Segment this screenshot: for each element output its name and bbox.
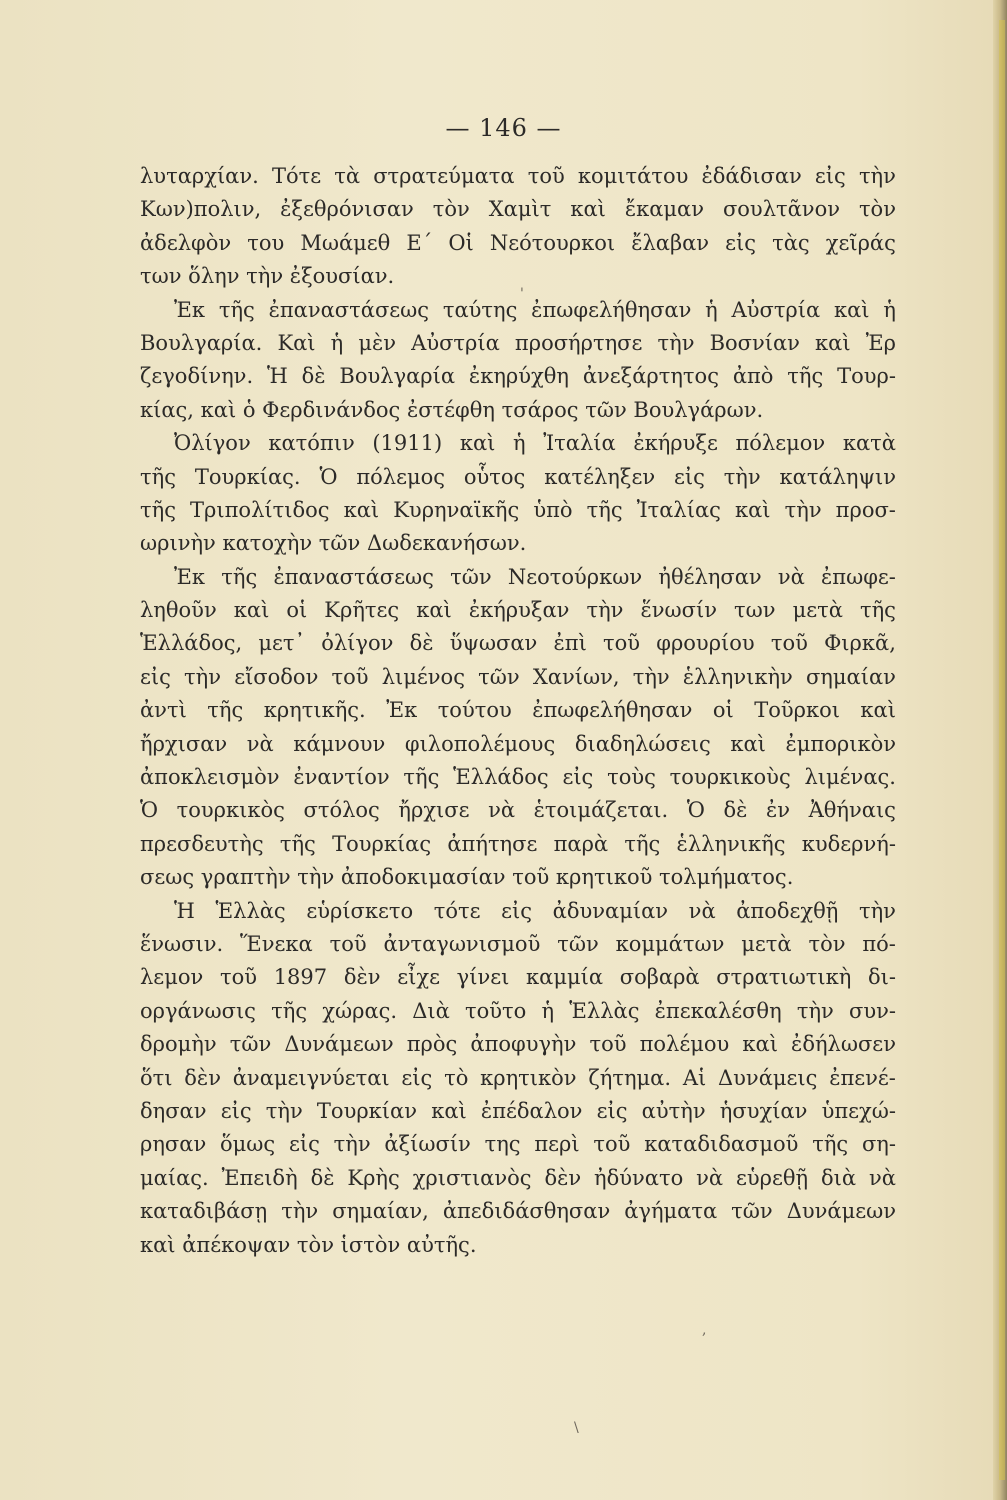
text-line: κίας, καὶ ὁ Φερδινάνδος ἐστέφθη τσάρος τῶν Βουλγάρων. — [140, 397, 764, 422]
text-line: Ὀλίγον κατόπιν (1911) καὶ ἡ Ἰταλία ἐκήρυξε πόλεμον κατὰ — [174, 431, 896, 456]
text-line: καὶ ἀπέκοψαν τὸν ἱστὸν αὐτῆς. — [140, 1232, 477, 1257]
text-line: Ὁ τουρκικὸς στόλος ἤρχισε νὰ ἑτοιμάζεται. Ὁ δὲ ἐν Ἀθήναις — [140, 798, 896, 823]
scan-speck: ' — [520, 286, 524, 302]
text-line: ἤρχισαν νὰ κάμνουν φιλοπολέμους διαδηλώσεις καὶ ἐμπορικὸν — [140, 731, 896, 756]
text-line: οργάνωσις τῆς χώρας. Διὰ τοῦτο ἡ Ἑλλὰς ἐπεκαλέσθη τὴν συν- — [140, 998, 896, 1023]
text-line: ληθοῦν καὶ οἱ Κρῆτες καὶ ἐκήρυξαν τὴν ἕνωσίν των μετὰ τῆς — [140, 598, 896, 623]
text-line: ζεγοδίνην. Ἡ δὲ Βουλγαρία ἐκηρύχθη ἀνεξάρτητος ἀπὸ τῆς Τουρ- — [140, 364, 896, 389]
text-line: τῆς Τριπολίτιδος καὶ Κυρηναϊκῆς ὑπὸ τῆς Ἰταλίας καὶ τὴν προσ- — [140, 497, 896, 522]
text-line: ὅτι δὲν ἀναμειγνύεται εἰς τὸ κρητικὸν ζήτημα. Αἱ Δυνάμεις ἐπενέ- — [140, 1065, 896, 1090]
text-line: Ἡ Ἑλλὰς εὑρίσκετο τότε εἰς ἀδυναμίαν νὰ ἀποδεχθῇ τὴν — [174, 898, 896, 923]
text-line: Ἑλλάδος, μετ᾽ ὀλίγον δὲ ὕψωσαν ἐπὶ τοῦ φρουρίου τοῦ Φιρκᾶ, — [140, 631, 896, 656]
text-line: ἕνωσιν. Ἕνεκα τοῦ ἀνταγωνισμοῦ τῶν κομμάτων μετὰ τὸν πό- — [140, 931, 896, 956]
text-line: των ὅλην τὴν ἐξουσίαν. — [140, 264, 395, 289]
text-line: λεμον τοῦ 1897 δὲν εἶχε γίνει καμμία σοβαρὰ στρατιωτικὴ δι- — [140, 965, 896, 990]
text-line: καταδιβάσῃ τὴν σημαίαν, ἀπεδιδάσθησαν ἀγήματα τῶν Δυνάμεων — [140, 1199, 896, 1224]
text-line: πρεσδευτὴς τῆς Τουρκίας ἀπήτησε παρὰ τῆς ἑλληνικῆς κυδερνή- — [140, 831, 896, 856]
text-line: ἀντὶ τῆς κρητικῆς. Ἐκ τούτου ἐπωφελήθησαν οἱ Τοῦρκοι καὶ — [140, 698, 896, 723]
text-line: ωρινὴν κατοχὴν τῶν Δωδεκανήσων. — [140, 531, 527, 556]
text-line: Βουλγαρία. Καὶ ἡ μὲν Αὐστρία προσήρτησε τὴν Βοσνίαν καὶ Ἐρ — [140, 330, 896, 355]
text-line: μαίας. Ἐπειδὴ δὲ Κρὴς χριστιανὸς δὲν ἠδύνατο νὰ εὑρεθῇ διὰ νὰ — [140, 1165, 896, 1190]
page-number: — 146 — — [445, 114, 562, 142]
text-line: ἀδελφὸν του Μωάμεθ Ε΄ Οἱ Νεότουρκοι ἔλαβαν εἰς τὰς χεῖράς — [140, 230, 896, 255]
text-line: εἰς τὴν εἴσοδον τοῦ λιμένος τῶν Χανίων, τὴν ἑλληνικὴν σημαίαν — [140, 664, 896, 689]
body-text — [140, 160, 896, 1262]
scan-speck: , — [702, 1322, 707, 1338]
text-line: λυταρχίαν. Τότε τὰ στρατεύματα τοῦ κομιτάτου ἐδάδισαν εἰς τὴν — [140, 164, 896, 188]
text-line: ἀποκλεισμὸν ἐναντίον τῆς Ἑλλάδος εἰς τοὺς τουρκικοὺς λιμένας. — [140, 765, 896, 790]
text-line: δησαν εἰς τὴν Τουρκίαν καὶ ἐπέδαλον εἰς αὐτὴν ἡσυχίαν ὑπεχώ- — [140, 1098, 896, 1123]
text-line: τῆς Τουρκίας. Ὁ πόλεμος οὗτος κατέληξεν εἰς τὴν κατάληψιν — [140, 464, 896, 489]
scan-speck: \ — [574, 1420, 579, 1436]
spine-stain — [999, 20, 1005, 1480]
text-line: δρομὴν τῶν Δυνάμεων πρὸς ἀποφυγὴν τοῦ πολέμου καὶ ἐδήλωσεν — [140, 1032, 896, 1057]
text-line: Κων)πολιν, ἐξεθρόνισαν τὸν Χαμὶτ καὶ ἔκαμαν σουλτᾶνον τὸν — [140, 197, 896, 222]
text-line: Ἐκ τῆς ἐπαναστάσεως τῶν Νεοτούρκων ἠθέλησαν νὰ ἐπωφε- — [174, 564, 896, 589]
text-line: Ἐκ τῆς ἐπαναστάσεως ταύτης ἐπωφελήθησαν ἡ Αὐστρία καὶ ἡ — [174, 297, 896, 322]
text-line: ρησαν ὅμως εἰς τὴν ἀξίωσίν της περὶ τοῦ καταδιδασμοῦ τῆς ση- — [140, 1132, 896, 1157]
text-line: σεως γραπτὴν τὴν ἀποδοκιμασίαν τοῦ κρητικοῦ τολμήματος. — [140, 865, 794, 890]
